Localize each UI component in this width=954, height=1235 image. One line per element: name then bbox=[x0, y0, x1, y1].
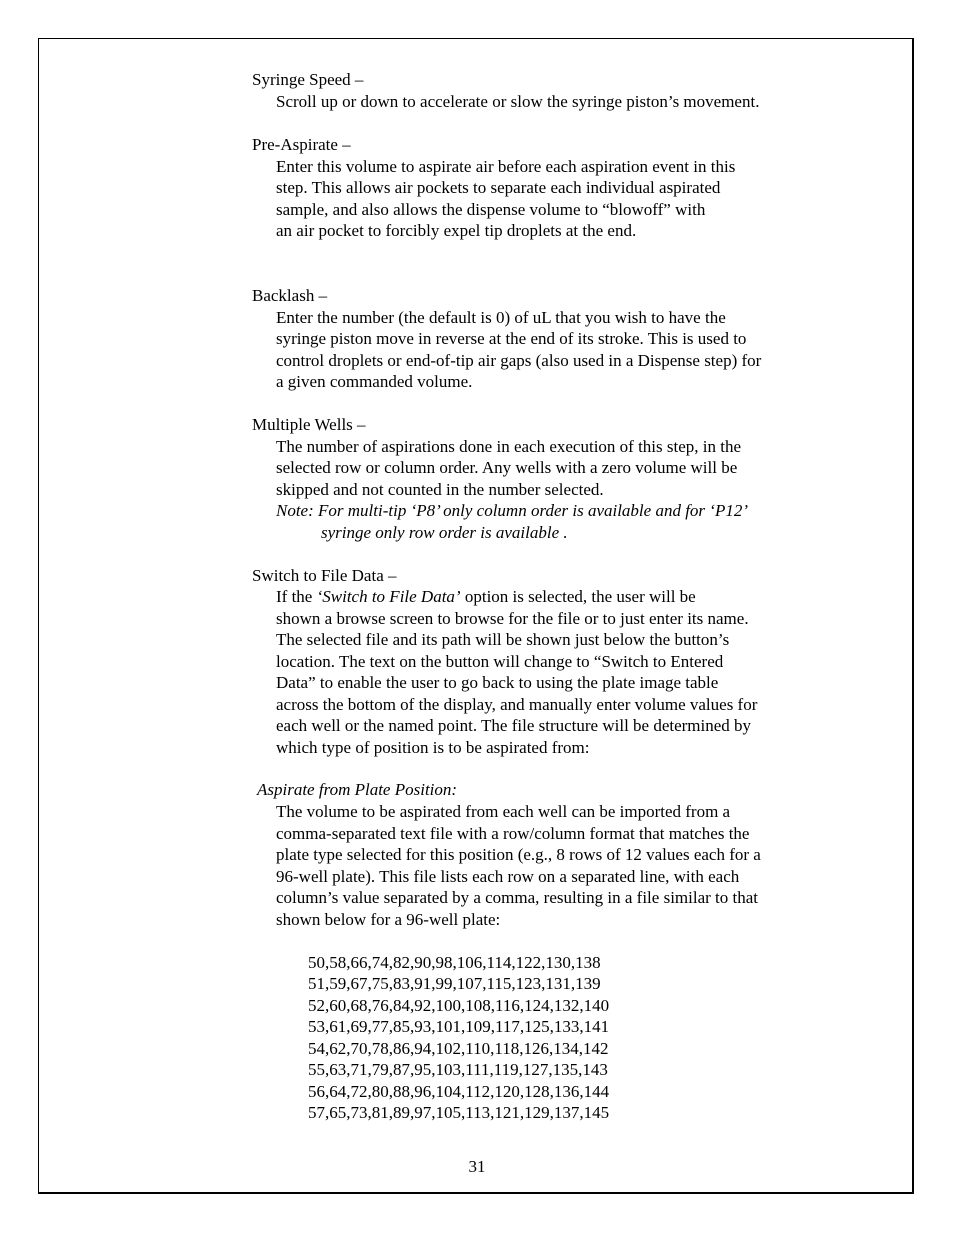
switch-file-data-line: Data” to enable the user to go back to using the plate image table bbox=[276, 673, 719, 692]
multiple-wells-line: selected row or column order. Any wells with a zero volume will be bbox=[276, 458, 738, 477]
aspirate-plate-heading: Aspirate from Plate Position: bbox=[257, 780, 458, 799]
switch-file-data-prefix: If the bbox=[276, 587, 317, 606]
multiple-wells-line: The number of aspirations done in each execution of this step, in the bbox=[276, 437, 742, 456]
switch-file-data-line: The selected file and its path will be shown just below the button’s bbox=[276, 630, 730, 649]
switch-file-data-line: each well or the named point. The file structure will be determined by bbox=[276, 716, 752, 735]
multiple-wells-note: Note: For multi-tip ‘P8’ only column order is available and for ‘P12’ bbox=[276, 501, 748, 520]
aspirate-plate-line: plate type selected for this position (e.g., 8 rows of 12 values each for a bbox=[276, 845, 761, 864]
backlash-line: syringe piston move in reverse at the end of its stroke. This is used to bbox=[276, 329, 747, 348]
aspirate-plate-line: shown below for a 96-well plate: bbox=[276, 910, 501, 929]
aspirate-plate-line: comma-separated text file with a row/column format that matches the bbox=[276, 824, 750, 843]
pre-aspirate-line: an air pocket to forcibly expel tip droplets at the end. bbox=[276, 221, 637, 240]
csv-data-row: 51,59,67,75,83,91,99,107,115,123,131,139 bbox=[308, 974, 601, 993]
backlash-heading: Backlash – bbox=[252, 286, 328, 305]
switch-file-data-line: which type of position is to be aspirated from: bbox=[276, 738, 590, 757]
csv-data-row: 56,64,72,80,88,96,104,112,120,128,136,144 bbox=[308, 1082, 610, 1101]
syringe-speed-heading: Syringe Speed – bbox=[252, 70, 364, 89]
csv-data-row: 53,61,69,77,85,93,101,109,117,125,133,141 bbox=[308, 1017, 610, 1036]
page-number: 31 bbox=[468, 1157, 486, 1176]
csv-data-row: 52,60,68,76,84,92,100,108,116,124,132,140 bbox=[308, 996, 610, 1015]
aspirate-plate-line: 96-well plate). This file lists each row on a separated line, with each bbox=[276, 867, 740, 886]
backlash-line: Enter the number (the default is 0) of uL that you wish to have the bbox=[276, 308, 726, 327]
switch-file-data-suffix: option is selected, the user will be bbox=[460, 587, 696, 606]
multiple-wells-note-continued: syringe only row order is available . bbox=[321, 523, 568, 542]
csv-data-row: 50,58,66,74,82,90,98,106,114,122,130,138 bbox=[308, 953, 601, 972]
multiple-wells-line: skipped and not counted in the number selected. bbox=[276, 480, 604, 499]
multiple-wells-heading: Multiple Wells – bbox=[252, 415, 366, 434]
switch-file-data-line: across the bottom of the display, and manually enter volume values for bbox=[276, 695, 758, 714]
aspirate-plate-line: The volume to be aspirated from each well can be imported from a bbox=[276, 802, 731, 821]
pre-aspirate-line: Enter this volume to aspirate air before each aspiration event in this bbox=[276, 157, 736, 176]
csv-data-row: 54,62,70,78,86,94,102,110,118,126,134,142 bbox=[308, 1039, 609, 1058]
backlash-line: a given commanded volume. bbox=[276, 372, 473, 391]
switch-file-data-line: location. The text on the button will change to “Switch to Entered bbox=[276, 652, 724, 671]
pre-aspirate-line: sample, and also allows the dispense volume to “blowoff” with bbox=[276, 200, 706, 219]
csv-data-row: 55,63,71,79,87,95,103,111,119,127,135,143 bbox=[308, 1060, 608, 1079]
pre-aspirate-line: step. This allows air pockets to separate each individual aspirated bbox=[276, 178, 721, 197]
syringe-speed-text: Scroll up or down to accelerate or slow the syringe piston’s movement. bbox=[276, 92, 760, 111]
csv-data-row: 57,65,73,81,89,97,105,113,121,129,137,145 bbox=[308, 1103, 610, 1122]
switch-file-data-option-name: ‘Switch to File Data’ bbox=[316, 587, 461, 606]
switch-file-data-line: shown a browse screen to browse for the file or to just enter its name. bbox=[276, 609, 749, 628]
backlash-line: control droplets or end-of-tip air gaps (also used in a Dispense step) for bbox=[276, 351, 762, 370]
switch-file-data-line bbox=[276, 586, 696, 608]
pre-aspirate-heading: Pre-Aspirate – bbox=[252, 135, 351, 154]
aspirate-plate-line: column’s value separated by a comma, resulting in a file similar to that bbox=[276, 888, 759, 907]
switch-file-data-heading: Switch to File Data – bbox=[252, 566, 397, 585]
